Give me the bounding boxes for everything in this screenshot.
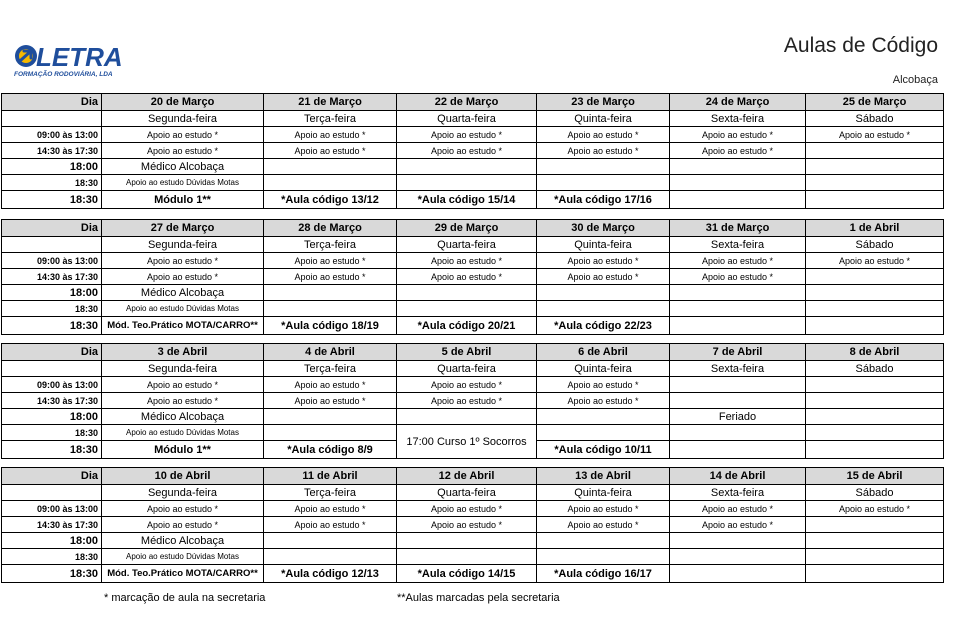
schedule-cell: 31 de Março [670,220,806,237]
row-morning [2,127,944,143]
time-label: 14:30 às 17:30 [2,517,102,533]
schedule-cell [397,175,537,191]
schedule-cell: Quinta-feira [537,485,670,501]
row-r1830a [2,175,944,191]
time-label: 18:30 [2,441,102,459]
schedule-cell: Apoio ao estudo Dúvidas Motas [102,301,264,317]
schedule-cell [806,565,944,583]
schedule-cell: Apoio ao estudo * [264,127,397,143]
schedule-cell: Quarta-feira [397,361,537,377]
schedule-cell: Apoio ao estudo * [264,269,397,285]
schedule-cell: 14 de Abril [670,468,806,485]
schedule-cell [670,377,806,393]
time-label: 09:00 às 13:00 [2,253,102,269]
schedule-cell [806,409,944,425]
schedule-cell: Quinta-feira [537,111,670,127]
schedule-cell: Apoio ao estudo * [806,127,944,143]
schedule-cell: Apoio ao estudo * [670,501,806,517]
row-morning [2,253,944,269]
schedule-cell [670,285,806,301]
schedule-cell: 27 de Março [102,220,264,237]
schedule-cell: 4 de Abril [264,344,397,361]
schedule-cell: Apoio ao estudo * [264,253,397,269]
schedule-cell: *Aula código 22/23 [537,317,670,335]
time-label: 14:30 às 17:30 [2,143,102,159]
time-label: 09:00 às 13:00 [2,127,102,143]
schedule-cell: Apoio ao estudo * [537,517,670,533]
schedule-cell: *Aula código 18/19 [264,317,397,335]
schedule-cell: *Aula código 10/11 [537,441,670,459]
schedule-cell [670,441,806,459]
footnote-single: * marcação de aula na secretaria [104,592,266,604]
schedule-cell [806,441,944,459]
schedule-cell: 20 de Março [102,94,264,111]
schedule-cell [670,425,806,441]
schedule-cell: 10 de Abril [102,468,264,485]
schedule-cell: Apoio ao estudo * [806,501,944,517]
time-label [2,485,102,501]
schedule-cell: Apoio ao estudo * [537,269,670,285]
schedule-cell [264,301,397,317]
schedule-cell: Sexta-feira [670,237,806,253]
schedule-cell: 8 de Abril [806,344,944,361]
schedule-cell [397,159,537,175]
schedule-cell [670,191,806,209]
schedule-cell [537,175,670,191]
schedule-cell [670,393,806,409]
schedule-cell: Apoio ao estudo * [670,517,806,533]
schedule-cell [264,285,397,301]
row-weekdays [2,485,944,501]
schedule-cell: Apoio ao estudo * [397,143,537,159]
row-dates [2,94,944,111]
schedule-cell: Sábado [806,485,944,501]
schedule-cell: Apoio ao estudo * [264,377,397,393]
time-label: Dia [2,344,102,361]
row-dates [2,344,944,361]
schedule-cell [397,301,537,317]
schedule-cell: Módulo 1** [102,441,264,459]
row-r1830b [2,191,944,209]
schedule-cell: Apoio ao estudo * [670,143,806,159]
schedule-cell: 30 de Março [537,220,670,237]
row-r1800 [2,533,944,549]
schedule-cell: *Aula código 15/14 [397,191,537,209]
schedule-cell [397,409,537,425]
schedule-cell: 24 de Março [670,94,806,111]
row-afternoon [2,269,944,285]
schedule-cell: 6 de Abril [537,344,670,361]
schedule-cell: Terça-feira [264,485,397,501]
schedule-cell [537,425,670,441]
time-label: 18:30 [2,175,102,191]
schedule-cell: Segunda-feira [102,361,264,377]
row-afternoon [2,143,944,159]
row-r1830a [2,549,944,565]
row-r1800 [2,409,944,425]
time-label: 18:30 [2,425,102,441]
schedule-cell: Apoio ao estudo Dúvidas Motas [102,549,264,565]
time-label: Dia [2,220,102,237]
schedule-cell [670,317,806,335]
schedule-cell: Módulo 1** [102,191,264,209]
time-label: 18:30 [2,301,102,317]
schedule-cell: Segunda-feira [102,111,264,127]
schedule-cell: Mód. Teo.Prático MOTA/CARRO** [102,565,264,583]
row-dates [2,468,944,485]
time-label: 18:00 [2,533,102,549]
time-label: 18:30 [2,549,102,565]
schedule-cell [537,301,670,317]
schedule-cell: Apoio ao estudo Dúvidas Motas [102,425,264,441]
time-label [2,361,102,377]
schedule-cell: Apoio ao estudo * [264,393,397,409]
schedule-cell [397,549,537,565]
schedule-cell [537,549,670,565]
time-label: 18:00 [2,159,102,175]
schedule-cell: Apoio ao estudo * [102,517,264,533]
schedule-cell: Sábado [806,361,944,377]
schedule-cell: Terça-feira [264,361,397,377]
schedule-cell: Apoio ao estudo * [537,501,670,517]
schedule-cell: Apoio ao estudo * [397,501,537,517]
time-label: 18:00 [2,285,102,301]
schedule-cell: Apoio ao estudo * [397,269,537,285]
schedule-cell: Apoio ao estudo * [264,517,397,533]
time-label: 18:00 [2,409,102,425]
schedule-cell: 13 de Abril [537,468,670,485]
schedule-cell: *Aula código 13/12 [264,191,397,209]
schedule-cell: 3 de Abril [102,344,264,361]
row-afternoon [2,393,944,409]
row-r1800 [2,285,944,301]
schedule-cell [806,191,944,209]
schedule-cell [264,425,397,441]
schedule-cell: Apoio ao estudo * [670,127,806,143]
schedule-cell: Segunda-feira [102,237,264,253]
week-table [1,219,944,335]
schedule-cell: *Aula código 8/9 [264,441,397,459]
schedule-cell: 7 de Abril [670,344,806,361]
time-label: 09:00 às 13:00 [2,377,102,393]
schedule-cell [806,269,944,285]
schedule-cell: Apoio ao estudo * [537,393,670,409]
schedule-cell: Apoio ao estudo * [537,143,670,159]
time-label: 14:30 às 17:30 [2,269,102,285]
week-table [1,467,944,583]
schedule-cell [806,393,944,409]
row-dates [2,220,944,237]
schedule-cell: 15 de Abril [806,468,944,485]
schedule-cell: 25 de Março [806,94,944,111]
schedule-cell: 28 de Março [264,220,397,237]
row-weekdays [2,361,944,377]
schedule-cell [264,175,397,191]
schedule-cell: 23 de Março [537,94,670,111]
row-weekdays [2,237,944,253]
time-label [2,237,102,253]
schedule-cell [537,409,670,425]
schedule-cell: *Aula código 14/15 [397,565,537,583]
row-weekdays [2,111,944,127]
schedule-cell: Médico Alcobaça [102,409,264,425]
schedule-cell: 12 de Abril [397,468,537,485]
schedule-cell-merged: 17:00 Curso 1º Socorros [397,425,537,459]
schedule-cell: Segunda-feira [102,485,264,501]
row-r1800 [2,159,944,175]
schedule-cell [806,285,944,301]
schedule-cell [537,159,670,175]
schedule-cell [670,301,806,317]
logo-tagline: FORMAÇÃO RODOVIÁRIA, LDA [14,71,113,78]
schedule-cell: Sábado [806,237,944,253]
schedule-cell [806,377,944,393]
schedule-cell: Sexta-feira [670,485,806,501]
schedule-cell: Apoio ao estudo Dúvidas Motas [102,175,264,191]
schedule-cell [670,565,806,583]
schedule-cell: Apoio ao estudo * [397,517,537,533]
footnote-double: **Aulas marcadas pela secretaria [397,592,560,604]
schedule-cell: Mód. Teo.Prático MOTA/CARRO** [102,317,264,335]
schedule-cell [806,175,944,191]
schedule-cell: Apoio ao estudo * [670,269,806,285]
schedule-cell: Apoio ao estudo * [102,393,264,409]
schedule-cell: *Aula código 17/16 [537,191,670,209]
schedule-cell [806,533,944,549]
schedule-cell: Quarta-feira [397,111,537,127]
schedule-cell [670,175,806,191]
schedule-cell [537,285,670,301]
schedule-cell [806,317,944,335]
logo-wordmark: LETRA [36,42,123,72]
schedule-cell [806,301,944,317]
schedule-cell: Apoio ao estudo * [102,127,264,143]
schedule-cell: Terça-feira [264,111,397,127]
time-label [2,111,102,127]
schedule-cell [806,159,944,175]
schedule-cell: Apoio ao estudo * [397,253,537,269]
schedule-cell [806,425,944,441]
schedule-cell [537,533,670,549]
schedule-cell [264,159,397,175]
schedule-cell: *Aula código 16/17 [537,565,670,583]
schedule-cell: Apoio ao estudo * [670,253,806,269]
schedule-cell [264,409,397,425]
schedule-cell: Apoio ao estudo * [102,253,264,269]
schedule-cell: Médico Alcobaça [102,285,264,301]
schedule-cell: Apoio ao estudo * [102,377,264,393]
schedule-cell: Médico Alcobaça [102,533,264,549]
schedule-cell: Apoio ao estudo * [537,127,670,143]
schedule-cell: 29 de Março [397,220,537,237]
row-afternoon [2,517,944,533]
schedule-cell [670,533,806,549]
schedule-cell [806,143,944,159]
schedule-cell: 21 de Março [264,94,397,111]
row-r1830b [2,565,944,583]
schedule-cell: Apoio ao estudo * [537,377,670,393]
schedule-cell: Quinta-feira [537,361,670,377]
schedule-cell: Apoio ao estudo * [397,127,537,143]
schedule-cell [806,549,944,565]
schedule-cell: Apoio ao estudo * [397,393,537,409]
schedule-cell: 22 de Março [397,94,537,111]
schedule-cell: Feriado [670,409,806,425]
schedule-cell: Apoio ao estudo * [264,501,397,517]
time-label: 18:30 [2,317,102,335]
schedule-cell [264,549,397,565]
schedule-cell: Apoio ao estudo * [537,253,670,269]
time-label: 14:30 às 17:30 [2,393,102,409]
week-table [1,343,944,459]
schedule-cell: *Aula código 20/21 [397,317,537,335]
row-r1830a [2,425,944,441]
schedule-cell: Quarta-feira [397,485,537,501]
schedule-cell: Apoio ao estudo * [264,143,397,159]
time-label: 09:00 às 13:00 [2,501,102,517]
schedule-cell: Apoio ao estudo * [397,377,537,393]
schedule-cell [670,549,806,565]
schedule-cell: Sexta-feira [670,111,806,127]
schedule-cell: Terça-feira [264,237,397,253]
schedule-cell: 1 de Abril [806,220,944,237]
schedule-cell: Sábado [806,111,944,127]
schedule-cell: Quinta-feira [537,237,670,253]
schedule-cell [670,159,806,175]
schedule-cell: Apoio ao estudo * [806,253,944,269]
schedule-cell [806,517,944,533]
schedule-cell: 5 de Abril [397,344,537,361]
time-label: 18:30 [2,191,102,209]
schedule-cell: Apoio ao estudo * [102,501,264,517]
letra-logo [12,42,144,78]
time-label: Dia [2,468,102,485]
row-r1830b [2,317,944,335]
row-r1830a [2,301,944,317]
time-label: Dia [2,94,102,111]
schedule-cell: Quarta-feira [397,237,537,253]
schedule-cell [264,533,397,549]
location-label: Alcobaça [892,74,938,86]
schedule-cell: Apoio ao estudo * [102,269,264,285]
week-table [1,93,944,209]
time-label: 18:30 [2,565,102,583]
row-morning [2,377,944,393]
schedule-cell: Sexta-feira [670,361,806,377]
schedule-cell: Médico Alcobaça [102,159,264,175]
row-morning [2,501,944,517]
schedule-cell: Apoio ao estudo * [102,143,264,159]
schedule-cell [397,285,537,301]
schedule-cell: 11 de Abril [264,468,397,485]
schedule-cell: *Aula código 12/13 [264,565,397,583]
page-title: Aulas de Código [783,34,938,57]
schedule-cell [397,533,537,549]
